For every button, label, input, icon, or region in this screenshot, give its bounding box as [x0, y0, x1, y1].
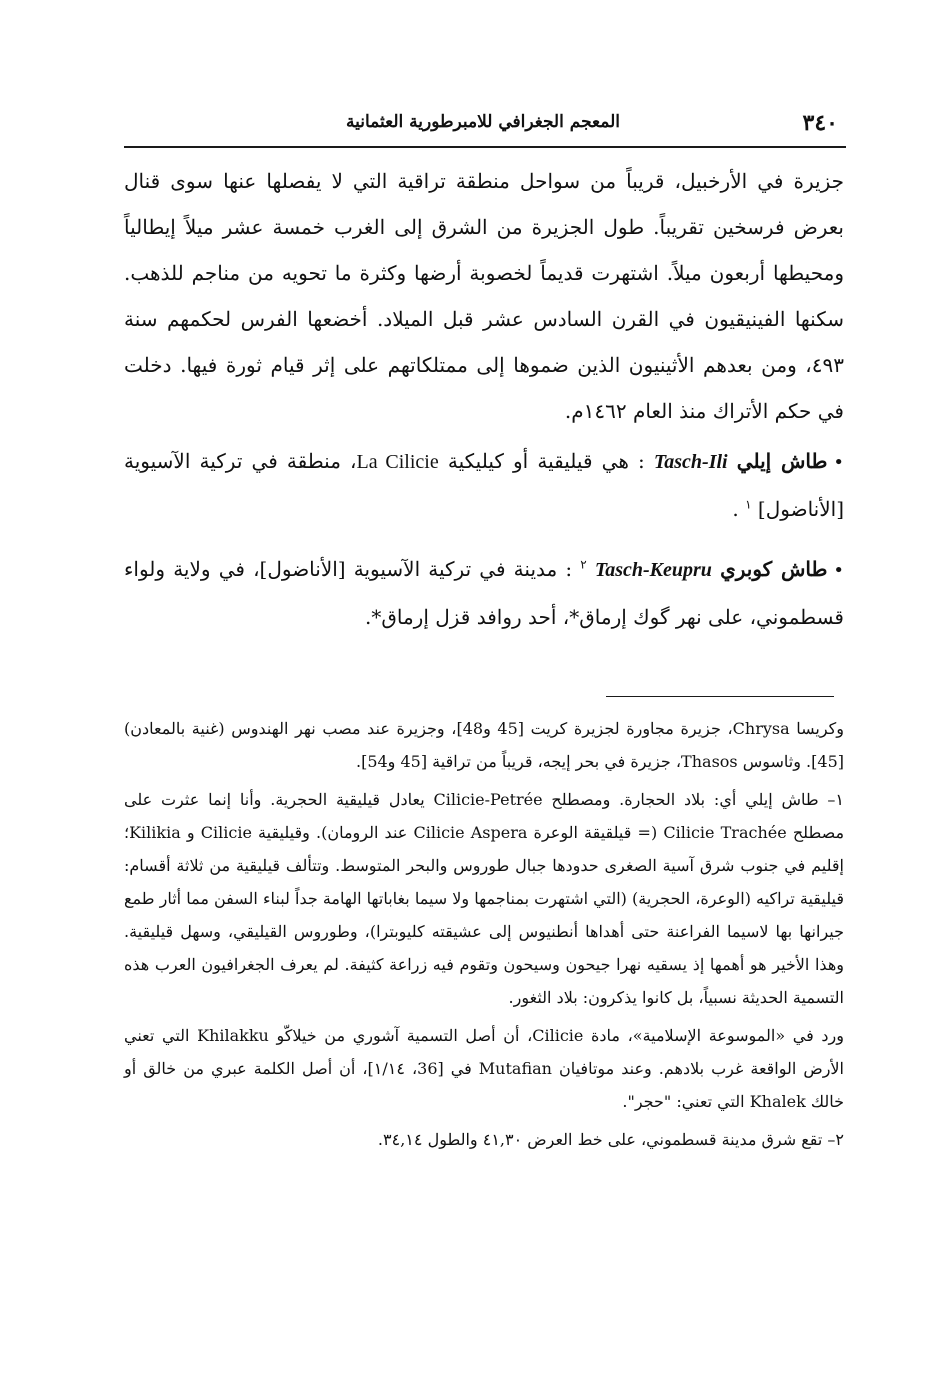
entry-text: : هي قيليقية أو كيليكية	[438, 449, 654, 473]
entry-latin-term: Tasch-Ili	[653, 451, 728, 473]
footnote-1: ١– طاش إيلي أي: بلاد الحجارة. ومصطلح Cilicie-Petrée يعادل قيليقية الحجرية. وأنا إنما عثرت على مصطلح Cilicie Trachée (= قيلقيقة الوعرة Cilicie Aspera عند الرومان). وقيليقية Cilicie و Kilikia؛ إقليم في جنوب شرق آسية الصغرى حدودها جبال طوروس والبحر المتوسط. وتتألف قيليقية من ثلاثة أقسام: قيليقية تراكيه (الوعرة، الحجرية) (التي اشتهرت بمناجمها ولا سيما بغاباتها الهامة جداً لبناء السفن مما أثار طمع جيرانها بها لاسيما الفراعنة حتى أهداها أنطنيوس إلى عشيقته كليوبترا)، وطوروس القيليقي، وسهل قيليقية. وهذا الأخير هو أهمها إذ يسقيه نهرا جيحون وسيحون وتقوم فيه زراعة كثيفة. لم يعرف الجغرافيون العرب هذه التسمية الحديثة نسبياً، بل كانوا يذكرون: بلاد الثغور.	[124, 790, 845, 1007]
page-number: ٣٤٠	[802, 110, 838, 136]
entry-tasch-keupru	[124, 546, 844, 640]
footnote-2: ٢– تقع شرق مدينة قسطموني، على خط العرض ٤١,٣٠ والطول ٣٤,١٤.	[377, 1130, 844, 1149]
footnote-1-continued: ورد في «الموسوعة الإسلامية»، مادة Cilicie، أن أصل التسمية آشوري من خيلاكّو Khilakku التي تعني الأرض الواقعة غرب بلادهم. وعند موتافيان Mutafian في [36، ١/١٤]، أن أصل الكلمة عبري من خالق أو خالك Khalek التي تعني: "حجر".	[124, 1026, 845, 1111]
bullet-icon: •	[833, 560, 845, 581]
entry-end: .	[732, 497, 746, 521]
footnote-ref: ١	[745, 497, 752, 512]
bullet-icon: •	[833, 452, 844, 473]
footnote-ref: ٢	[580, 557, 587, 572]
header-rule	[124, 146, 846, 148]
entry-term: طاش كوبري	[720, 557, 828, 581]
entry-text-2: ، منطقة في تركية الآسيوية [الأناضول]	[124, 449, 844, 521]
entry-text: : مدينة في تركية الآسيوية [الأناضول]، في ولاية ولواء قسطموني، على نهر گوك إرماق*، أحد روافد قزل إرماق*.	[124, 557, 844, 629]
footnotes	[124, 712, 844, 1156]
entry-latin-term: Tasch-Keupru	[594, 559, 712, 581]
entry-latin-term-2: La Cilicie	[356, 451, 439, 473]
running-title: المعجم الجغرافي للامبرطورية العثمانية	[346, 112, 620, 132]
footnote-rule	[606, 696, 834, 697]
main-text	[124, 158, 844, 640]
continuation-paragraph: جزيرة في الأرخبيل، قريباً من سواحل منطقة تراقية التي لا يفصلها عنها سوى قنال بعرض فرسخين تقريباً. طول الجزيرة من الشرق إلى الغرب خمسة عشر ميلاً إيطالياً ومحيطها أربعون ميلاً. اشتهرت قديماً لخصوبة أرضها وكثرة ما تحويه من مناجم للذهب. سكنها الفينيقيون في القرن السادس عشر قبل الميلاد. أخضعها الفرس لحكمهم سنة ٤٩٣، ومن بعدهم الأثينيون الذين ضموها إلى ممتلكاتهم على إثر قيام ثورة فيها. دخلت في حكم الأتراك منذ العام ١٤٦٢م.	[124, 169, 844, 423]
entry-term: طاش إيلي	[736, 449, 828, 473]
footnote-continuation: وكريسا Chrysa، جزيرة مجاورة لجزيرة كريت [45 و48]، وجزيرة عند مصب نهر الهندوس (غنية بالمعادن) [45]. وثاسوس Thasos، جزيرة في بحر إيجه، قريباً من تراقية [45 و54].	[124, 719, 845, 771]
page-header	[128, 108, 838, 142]
entry-tasch-ili	[124, 438, 844, 532]
